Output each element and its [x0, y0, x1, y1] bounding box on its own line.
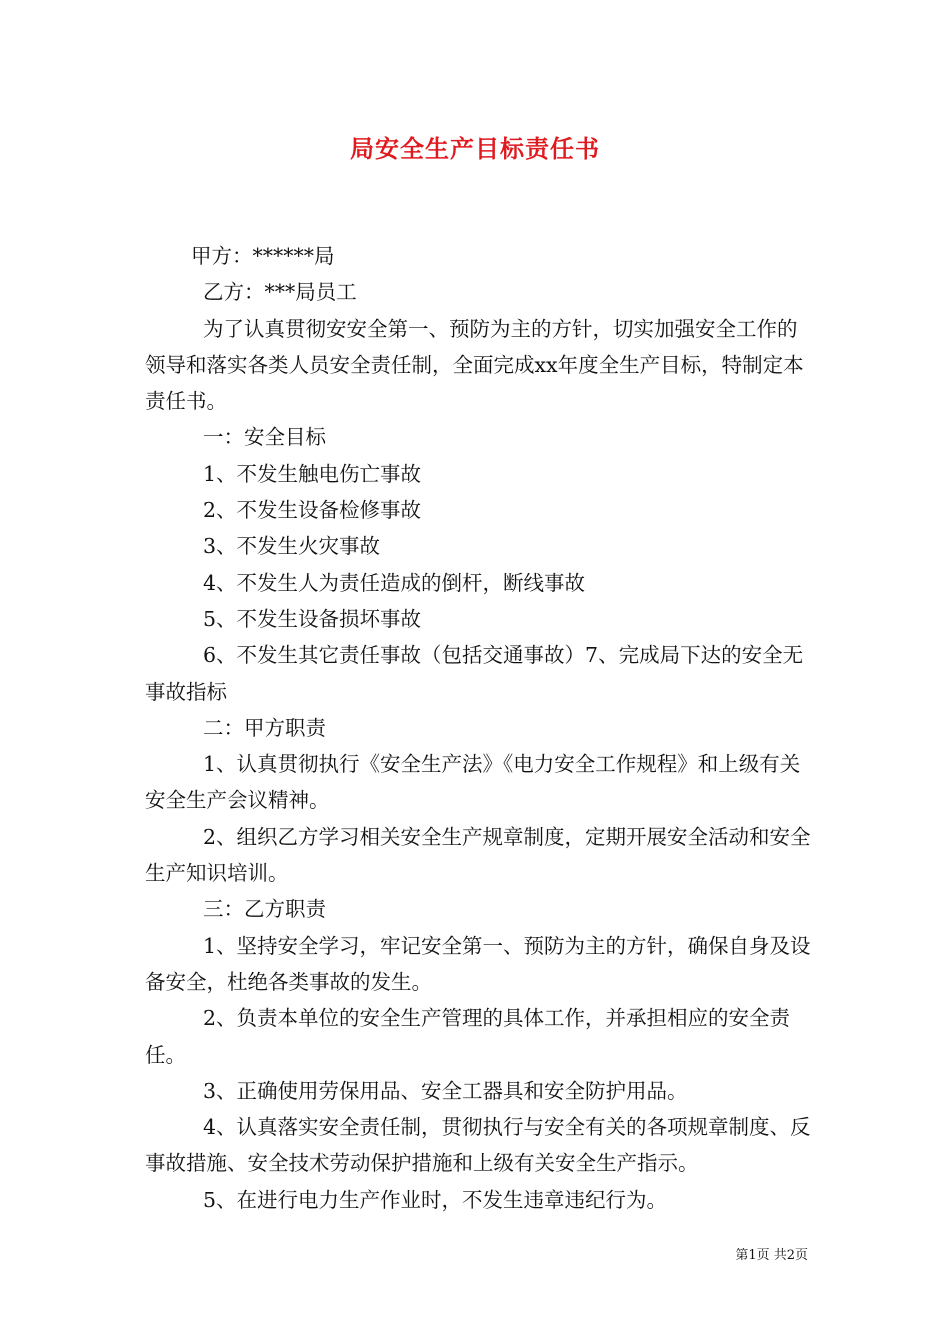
goal-item: 5、不发生设备损坏事故: [203, 606, 422, 631]
party-b-duty-item: 5、在进行电力生产作业时，不发生违章违纪行为。: [203, 1187, 668, 1212]
document-body: [145, 238, 813, 1218]
goal-item: 4、不发生人为责任造成的倒杆，断线事故: [203, 570, 586, 595]
party-a-duty-item: 2、组织乙方学习相关安全生产规章制度，定期开展安全活动和安全生产知识培训。: [145, 824, 811, 886]
section-heading-party-b: 三：乙方职责: [203, 897, 326, 922]
party-b-line: 乙方：***局员工: [203, 280, 357, 305]
party-b-duty-item: 2、负责本单位的安全生产管理的具体工作，并承担相应的安全责任。: [145, 1006, 791, 1067]
goal-item: 6、不发生其它责任事故（包括交通事故）7、完成局下达的安全无事故指标: [145, 643, 804, 704]
party-b-duty-item: 4、认真落实安全责任制，贯彻执行与安全有关的各项规章制度、反事故措施、安全技术劳动保护措施和上级有关安全生产指示。: [145, 1115, 811, 1176]
intro-paragraph: 为了认真贯彻安安全第一、预防为主的方针，切实加强安全工作的领导和落实各类人员安全责任制，全面完成xx年度全生产目标，特制定本责任书。: [145, 316, 804, 414]
page-number-footer: 第1页 共2页: [735, 1248, 808, 1263]
section-heading-party-a: 二：甲方职责: [203, 715, 326, 740]
section-heading-goals: 一：安全目标: [203, 425, 326, 450]
goal-item: 1、不发生触电伤亡事故: [203, 461, 422, 486]
party-b-duty-item: 1、坚持安全学习，牢记安全第一、预防为主的方针，确保自身及设备安全，杜绝各类事故的发生。: [145, 933, 811, 994]
goal-item: 2、不发生设备检修事故: [203, 498, 422, 523]
party-a-duty-item: 1、认真贯彻执行《安全生产法》《电力安全工作规程》和上级有关安全生产会议精神。: [145, 752, 801, 813]
goal-item: 3、不发生火灾事故: [203, 534, 381, 559]
document-title: 局安全生产目标责任书: [350, 134, 600, 163]
party-a-line: 甲方：******局: [191, 244, 335, 268]
party-b-duty-item: 3、正确使用劳保用品、安全工器具和安全防护用品。: [203, 1078, 688, 1103]
